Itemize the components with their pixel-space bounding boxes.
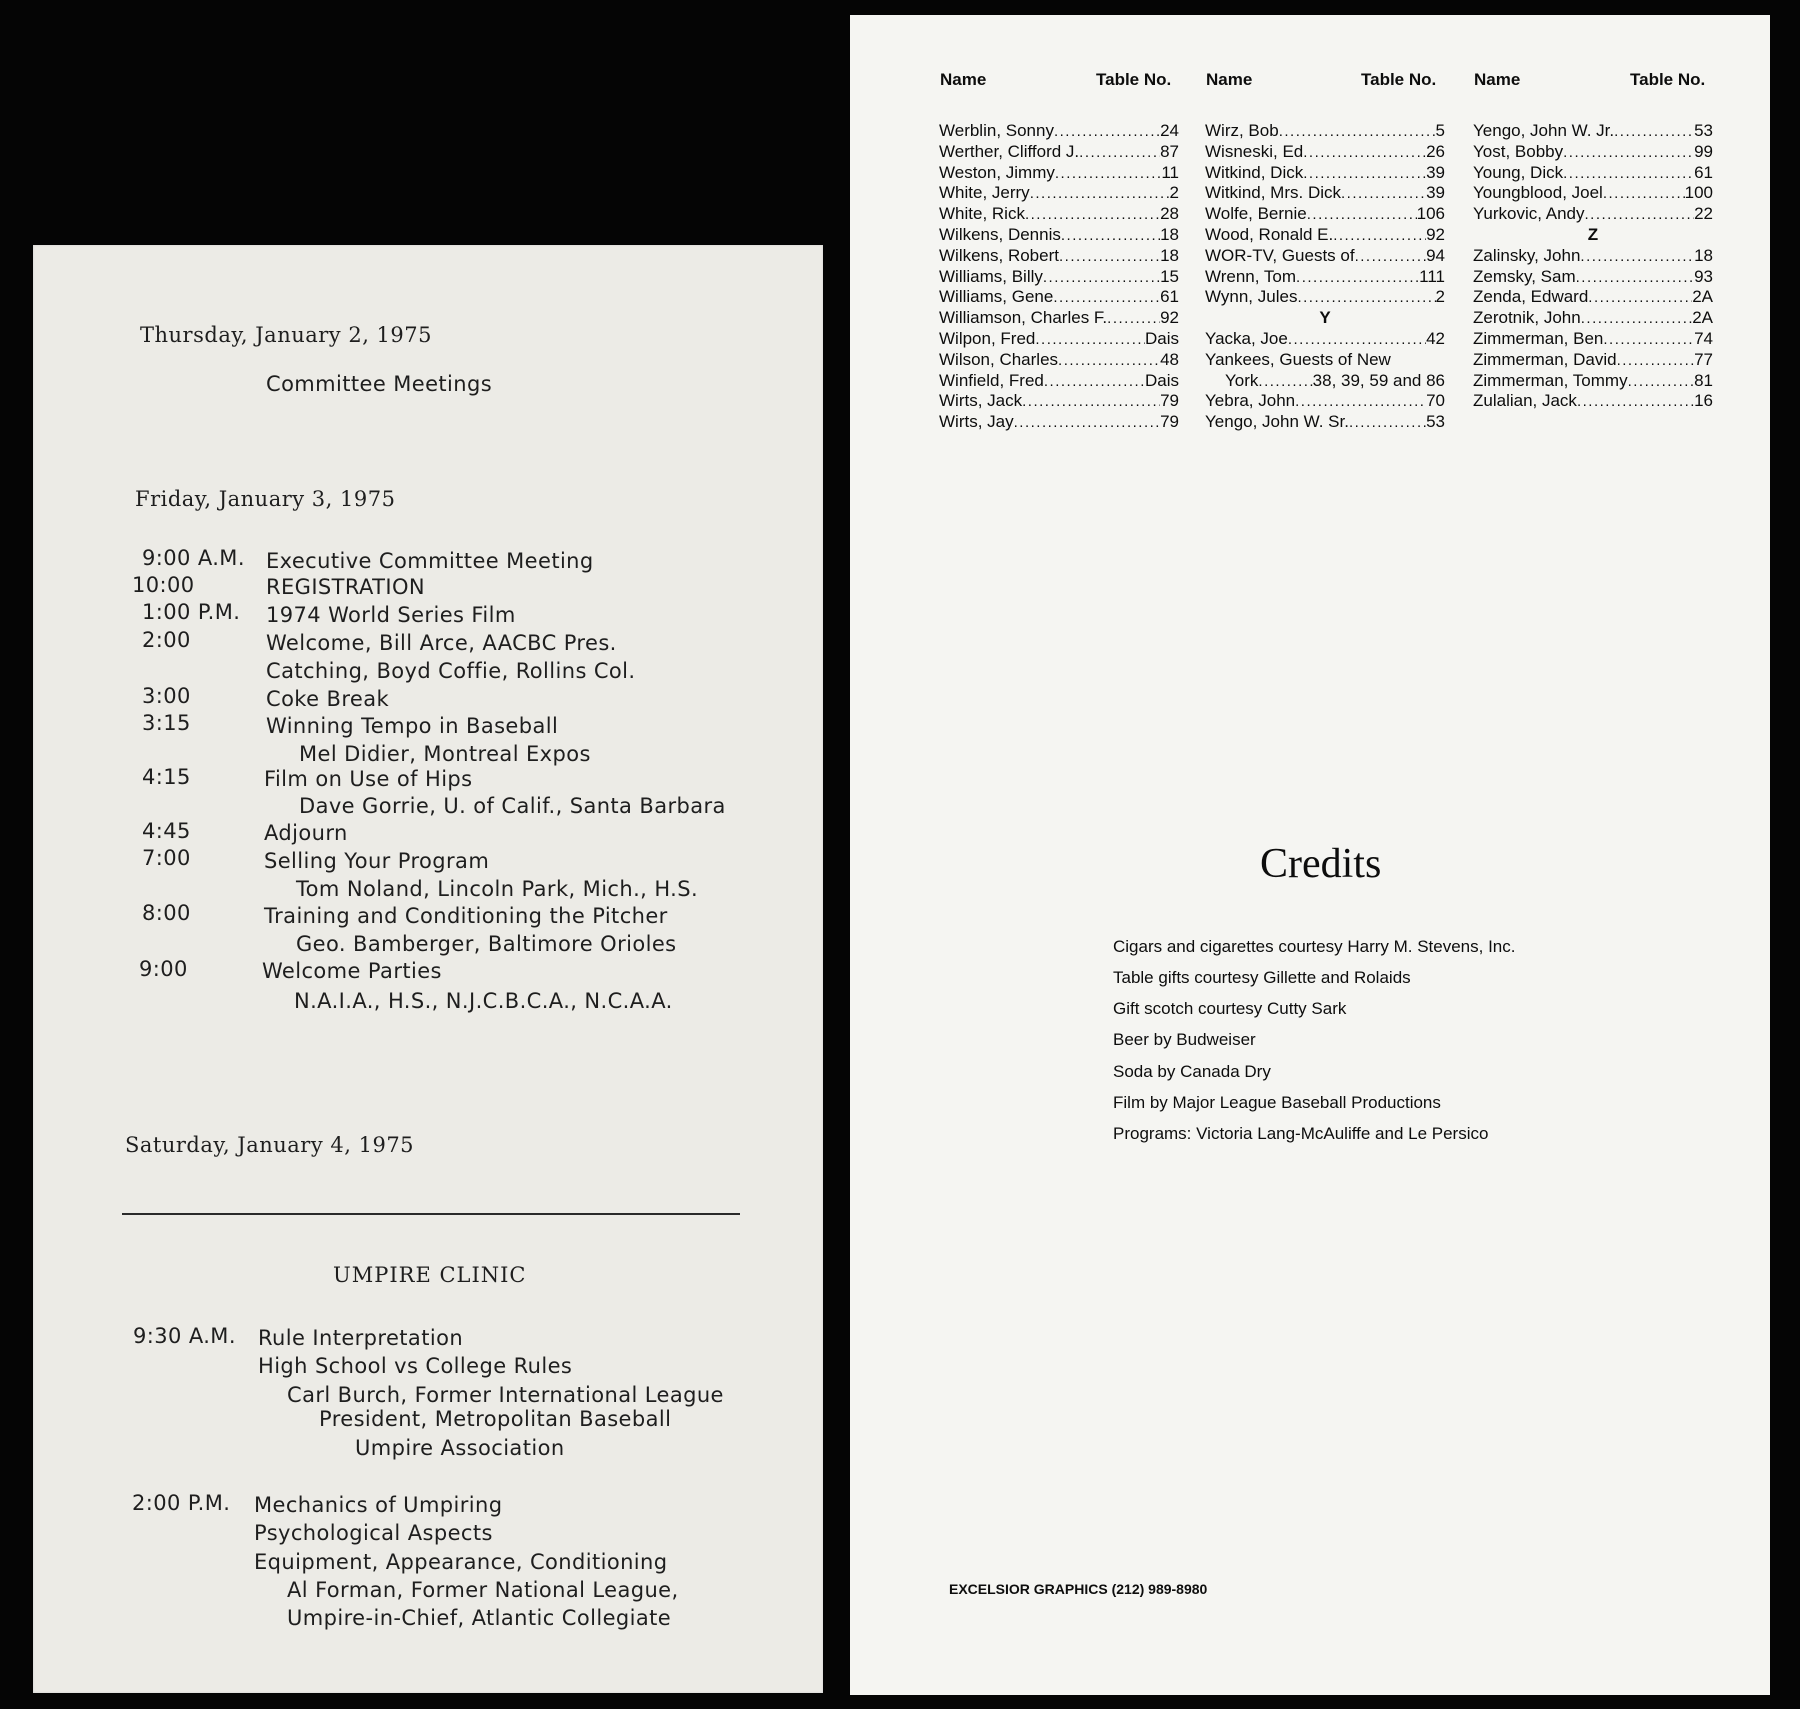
time: 9:30 A.M. (133, 1324, 236, 1348)
table-number: 16 (1694, 391, 1713, 411)
session-title: Adjourn (264, 821, 348, 845)
letter-divider: Y (1319, 308, 1331, 328)
index-entry (939, 391, 1179, 412)
table-number: 94 (1426, 245, 1445, 265)
index-entry (1473, 391, 1713, 412)
index-entry (1205, 287, 1445, 308)
entry-name: Zimmerman, Tommy (1473, 370, 1628, 390)
leader-dots (1295, 391, 1426, 412)
session-detail: N.A.I.A., H.S., N.J.C.B.C.A., N.C.A.A. (294, 989, 673, 1013)
leader-dots (1035, 329, 1145, 350)
column-header-name: Name (1474, 70, 1521, 89)
time: 3:00 (142, 684, 191, 708)
table-number: 106 (1416, 204, 1445, 224)
table-number: 26 (1426, 141, 1445, 161)
leader-dots (1307, 204, 1417, 225)
name-column (939, 121, 1179, 433)
table-number: 79 (1160, 391, 1179, 411)
leader-dots (1581, 308, 1692, 329)
time: 9:00 A.M. (142, 546, 245, 570)
index-entry (1473, 350, 1713, 371)
entry-name: Wood, Ronald E. (1205, 224, 1334, 244)
column-header-name: Name (1206, 70, 1253, 89)
leader-dots (1617, 350, 1694, 371)
index-entry (1205, 204, 1445, 225)
time: 3:15 (142, 711, 191, 735)
entry-name: Williamson, Charles F. (939, 308, 1108, 328)
index-entry (1473, 287, 1713, 308)
index-entry (1205, 267, 1445, 288)
index-entry (939, 329, 1179, 350)
entry-name: Wrenn, Tom (1205, 266, 1297, 286)
entry-name: Wirts, Jack (939, 391, 1023, 411)
credit-line: Gift scotch courtesy Cutty Sark (1113, 999, 1347, 1018)
index-entry (939, 267, 1179, 288)
entry-name: Wilkens, Dennis (939, 224, 1061, 244)
leader-dots (1279, 121, 1436, 142)
table-number: 22 (1694, 204, 1713, 224)
time: 2:00 P.M. (132, 1491, 231, 1515)
index-entry (939, 225, 1179, 246)
entry-name: Zulalian, Jack (1473, 391, 1577, 411)
table-number: Dais (1144, 328, 1179, 348)
leader-dots (1014, 412, 1160, 433)
table-number: 70 (1426, 391, 1445, 411)
table-number: 2A (1692, 287, 1713, 307)
leader-dots (1053, 287, 1160, 308)
leader-dots (1288, 329, 1426, 350)
index-entry (1473, 183, 1713, 204)
time: 4:45 (142, 819, 191, 843)
table-number: 18 (1160, 245, 1179, 265)
entry-name: Youngblood, Joel (1473, 183, 1603, 203)
credits-title: Credits (1260, 841, 1382, 887)
table-number: 18 (1694, 245, 1713, 265)
table-number: 93 (1694, 266, 1713, 286)
entry-name: York (1225, 370, 1259, 390)
index-entry (939, 308, 1179, 329)
friday-heading: Friday, January 3, 1975 (135, 487, 396, 511)
leader-dots (1603, 183, 1685, 204)
index-entry (939, 350, 1179, 371)
leader-dots (1303, 142, 1426, 163)
leader-dots (1580, 246, 1694, 267)
index-entry (1205, 329, 1445, 350)
entry-name: Zimmerman, Ben (1473, 328, 1604, 348)
session-title: Winning Tempo in Baseball (266, 714, 559, 738)
entry-name: Williams, Gene (939, 287, 1054, 307)
entry-name: Zimmerman, David (1473, 349, 1617, 369)
thursday-heading: Thursday, January 2, 1975 (140, 323, 433, 347)
entry-name: Wilpon, Fred (939, 328, 1036, 348)
session-detail: Tom Noland, Lincoln Park, Mich., H.S. (296, 877, 699, 901)
table-number: 53 (1426, 412, 1445, 432)
entry-name: Zalinsky, John (1473, 245, 1581, 265)
table-number: 5 (1435, 121, 1445, 140)
session-title: 1974 World Series Film (266, 603, 516, 627)
name-column (1205, 121, 1445, 433)
table-number: 99 (1694, 141, 1713, 161)
entry-name: Yacka, Joe (1205, 328, 1288, 348)
entry-name: White, Rick (939, 204, 1025, 224)
leader-dots (1603, 329, 1694, 350)
saturday-heading: Saturday, January 4, 1975 (125, 1133, 415, 1157)
printer-credit: EXCELSIOR GRAPHICS (212) 989-8980 (949, 1581, 1208, 1597)
time: 4:15 (142, 765, 191, 789)
index-entry (1205, 350, 1445, 371)
index-entry (1473, 267, 1713, 288)
table-number: 79 (1160, 412, 1179, 432)
entry-name: Wilson, Charles (939, 349, 1059, 369)
index-entry (939, 183, 1179, 204)
entry-name: Yost, Bobby (1473, 141, 1564, 161)
leader-dots (1022, 391, 1160, 412)
table-number: 61 (1694, 162, 1713, 182)
index-entry (1205, 142, 1445, 163)
entry-name: Williams, Billy (939, 266, 1043, 286)
table-number: 24 (1160, 121, 1179, 140)
leader-dots (1614, 121, 1694, 142)
session-title: REGISTRATION (266, 575, 426, 599)
time: 9:00 (139, 957, 188, 981)
session-title: Selling Your Program (264, 849, 490, 873)
entry-name: Werther, Clifford J. (939, 141, 1080, 161)
table-number: 15 (1160, 266, 1179, 286)
session-detail: Umpire-in-Chief, Atlantic Collegiate (287, 1606, 672, 1630)
credit-line: Table gifts courtesy Gillette and Rolaids (1113, 968, 1411, 987)
leader-dots (1585, 204, 1695, 225)
index-entry (1205, 163, 1445, 184)
entry-name: Yengo, John W. Sr. (1205, 412, 1349, 432)
entry-name: Witkind, Dick (1205, 162, 1304, 182)
table-number: 61 (1160, 287, 1179, 307)
table-number: 2 (1169, 183, 1179, 203)
leader-dots (1576, 267, 1694, 288)
credit-line: Soda by Canada Dry (1113, 1062, 1271, 1081)
table-number: 42 (1426, 328, 1445, 348)
time: 8:00 (142, 901, 191, 925)
credit-line: Cigars and cigarettes courtesy Harry M. Stevens, Inc. (1113, 937, 1516, 956)
index-entry (1473, 371, 1713, 392)
session-detail: Catching, Boyd Coffie, Rollins Col. (266, 659, 636, 683)
index-entry (1205, 225, 1445, 246)
leader-dots (1628, 371, 1694, 392)
leader-dots (1030, 183, 1170, 204)
table-number: 74 (1694, 328, 1713, 348)
index-entry (1473, 308, 1713, 329)
program-page (33, 245, 823, 1693)
leader-dots (1025, 204, 1160, 225)
session-detail: Al Forman, Former National League, (287, 1578, 679, 1602)
session-title: Training and Conditioning the Pitcher (264, 904, 668, 928)
index-entry (939, 204, 1179, 225)
table-number: 11 (1161, 162, 1179, 182)
leader-dots (1333, 225, 1426, 246)
divider (122, 1213, 740, 1215)
entry-name: Wirts, Jay (939, 412, 1014, 432)
table-number: 87 (1160, 141, 1179, 161)
umpire-clinic-title: UMPIRE CLINIC (333, 1263, 527, 1287)
session-title: Film on Use of Hips (264, 767, 473, 791)
entry-name: Witkind, Mrs. Dick (1205, 183, 1341, 203)
session-detail: President, Metropolitan Baseball (319, 1407, 672, 1431)
session-detail: Mel Didier, Montreal Expos (299, 742, 591, 766)
leader-dots (1588, 287, 1692, 308)
leader-dots (1349, 412, 1426, 433)
leader-dots (1059, 246, 1160, 267)
table-number: 100 (1684, 183, 1713, 203)
entry-name: Yebra, John (1205, 391, 1296, 411)
entry-name: Wirz, Bob (1205, 121, 1279, 140)
entry-name: Wynn, Jules (1205, 287, 1298, 307)
entry-name: Wisneski, Ed (1205, 141, 1304, 161)
index-entry (939, 287, 1179, 308)
index-entry (939, 412, 1179, 433)
name-column (1473, 121, 1713, 412)
index-entry (1205, 246, 1445, 267)
table-number: Dais (1144, 370, 1179, 390)
time: 10:00 (132, 573, 195, 597)
index-entry (1473, 204, 1713, 225)
session-detail: Geo. Bamberger, Baltimore Orioles (296, 932, 677, 956)
index-entry (1205, 121, 1445, 142)
session-title: Coke Break (266, 687, 390, 711)
leader-dots (1297, 287, 1435, 308)
index-entry (1205, 183, 1445, 204)
table-number: 53 (1694, 121, 1713, 140)
entry-name: Weston, Jimmy (939, 162, 1055, 182)
entry-name: Winfield, Fred (939, 370, 1044, 390)
leader-dots (1258, 371, 1312, 392)
leader-dots (1107, 308, 1160, 329)
session-detail: Psychological Aspects (254, 1521, 493, 1545)
session-detail: Dave Gorrie, U. of Calif., Santa Barbara (299, 794, 726, 818)
table-number: 92 (1426, 224, 1445, 244)
table-number: 81 (1694, 370, 1713, 390)
index-entry (939, 142, 1179, 163)
leader-dots (1341, 183, 1426, 204)
index-entry (939, 371, 1179, 392)
column-header-table: Table No. (1096, 70, 1172, 89)
committee-meetings: Committee Meetings (266, 372, 493, 396)
session-title: Executive Committee Meeting (266, 549, 594, 573)
index-entry (1473, 121, 1713, 142)
index-page (850, 15, 1770, 1695)
leader-dots (1303, 163, 1426, 184)
leader-dots (1563, 163, 1694, 184)
table-number: 39 (1426, 183, 1445, 203)
table-number: 28 (1160, 204, 1179, 224)
entry-name: Young, Dick (1473, 162, 1564, 182)
table-number: 77 (1694, 349, 1713, 369)
entry-name: Wilkens, Robert (939, 245, 1059, 265)
time: 1:00 P.M. (142, 600, 241, 624)
table-number: 18 (1160, 224, 1179, 244)
index-entry (1473, 142, 1713, 163)
column-header-name: Name (940, 70, 987, 89)
entry-name: Wolfe, Bernie (1205, 204, 1307, 224)
session-detail: Umpire Association (355, 1436, 565, 1460)
leader-dots (1058, 350, 1160, 371)
entry-name: Yankees, Guests of New (1205, 349, 1391, 369)
entry-name: Zenda, Edward (1473, 287, 1589, 307)
index-entry (1205, 371, 1445, 392)
index-entry (1205, 391, 1445, 412)
column-header-table: Table No. (1630, 70, 1706, 89)
index-entry (939, 163, 1179, 184)
index-entry (1473, 163, 1713, 184)
leader-dots (1061, 225, 1160, 246)
entry-name: White, Jerry (939, 183, 1030, 203)
leader-dots (1577, 391, 1694, 412)
index-entry (939, 121, 1179, 142)
credit-line: Film by Major League Baseball Productions (1113, 1093, 1441, 1112)
session-title: Welcome Parties (262, 959, 442, 983)
entry-name: Zerotnik, John (1473, 308, 1581, 328)
index-entry (1473, 246, 1713, 267)
leader-dots (1563, 142, 1694, 163)
index-entry (939, 246, 1179, 267)
credit-line: Beer by Budweiser (1113, 1030, 1256, 1049)
leader-dots (1296, 267, 1419, 288)
index-entry (1473, 329, 1713, 350)
session-title: Rule Interpretation (258, 1326, 464, 1350)
session-title: Welcome, Bill Arce, AACBC Pres. (266, 631, 617, 655)
session-detail: Carl Burch, Former International League (287, 1383, 724, 1407)
credit-line: Programs: Victoria Lang-McAuliffe and Le Persico (1113, 1124, 1489, 1143)
table-number: 39 (1426, 162, 1445, 182)
session-detail: High School vs College Rules (258, 1354, 573, 1378)
entry-name: Yurkovic, Andy (1473, 204, 1585, 224)
column-header-table: Table No. (1361, 70, 1437, 89)
entry-name: Zemsky, Sam (1473, 266, 1576, 286)
table-number: 111 (1419, 266, 1445, 286)
session-detail: Equipment, Appearance, Conditioning (254, 1550, 668, 1574)
leader-dots (1055, 163, 1161, 184)
session-title: Mechanics of Umpiring (254, 1493, 503, 1517)
time: 2:00 (142, 628, 191, 652)
leader-dots (1355, 246, 1427, 267)
entry-name: Werblin, Sonny (939, 121, 1054, 140)
table-number: 38, 39, 59 and 86 (1312, 370, 1445, 390)
leader-dots (1079, 142, 1160, 163)
index-entry (1205, 412, 1445, 433)
entry-name: Yengo, John W. Jr. (1473, 121, 1615, 140)
letter-divider: Z (1587, 224, 1599, 244)
leader-dots (1054, 121, 1160, 142)
leader-dots (1043, 267, 1160, 288)
table-number: 92 (1160, 308, 1179, 328)
time: 7:00 (142, 846, 191, 870)
table-number: 48 (1160, 349, 1179, 369)
table-number: 2A (1692, 308, 1713, 328)
entry-name: WOR-TV, Guests of (1205, 245, 1355, 265)
leader-dots (1044, 371, 1145, 392)
table-number: 2 (1435, 287, 1445, 307)
